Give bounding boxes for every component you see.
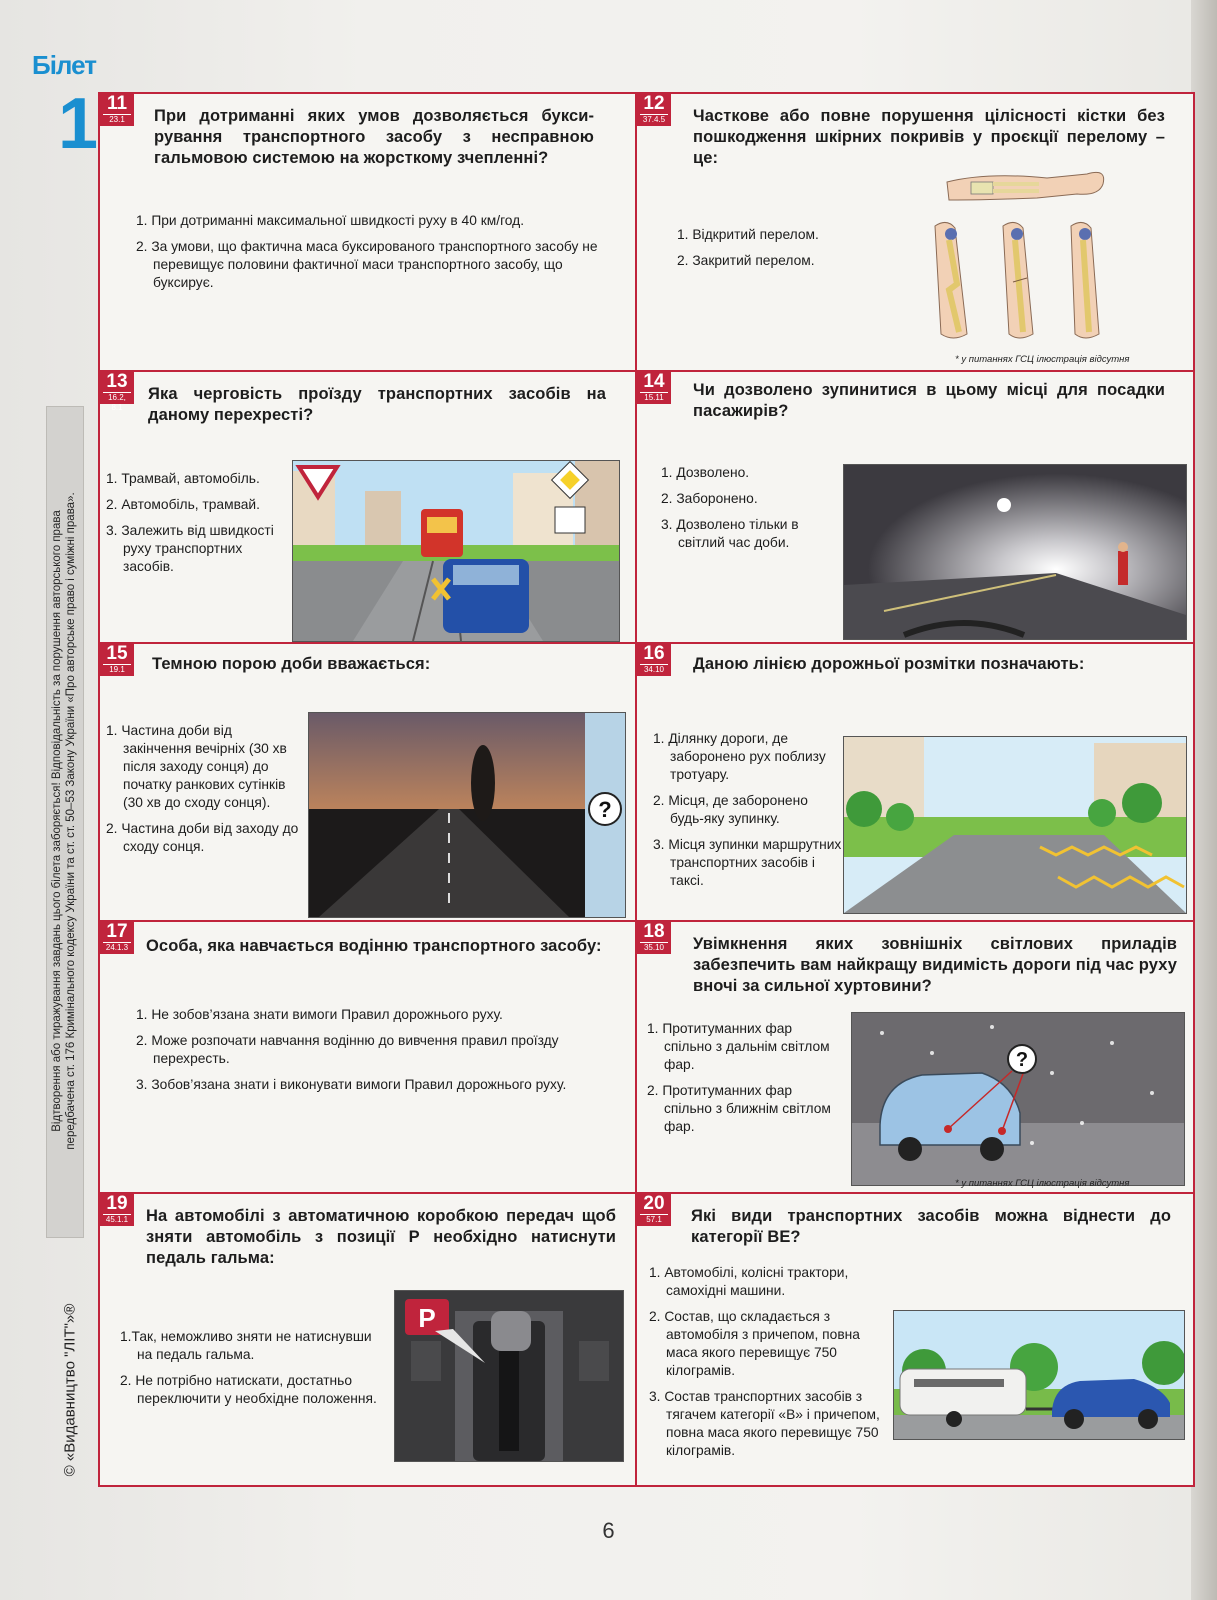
- question-text: Темною порою доби вважається:: [152, 655, 431, 673]
- copyright-line-2: передбачена ст. 176 Кримінального кодексу України та ст. ст. 50–53 Закону України «Про авторське право і суміжні права».: [65, 492, 77, 1150]
- bone-open-fracture: [935, 222, 967, 338]
- answer-option[interactable]: 2. Заборонено.: [661, 491, 758, 506]
- question-card-19: [100, 1194, 637, 1485]
- answer-option[interactable]: 2. Може розпочати навчання водінню до вивчення правил проїзду перехресть.: [136, 1033, 559, 1066]
- question-number: 16: [643, 644, 665, 664]
- answer-option[interactable]: 3. Дозволено тільки в світлий час доби.: [661, 517, 799, 550]
- question-badge: [100, 94, 134, 126]
- answer-option[interactable]: 1.Так, неможливо зняти не натиснувши на педаль гальма.: [120, 1329, 372, 1362]
- rule-reference: 35.10: [640, 942, 668, 953]
- question-number: 12: [643, 94, 665, 114]
- automatic-gear-selector-illustration: [394, 1290, 624, 1462]
- question-card-17: [100, 922, 637, 1194]
- answer-list: [136, 212, 606, 300]
- answer-option[interactable]: 2. Состав, що складається з автомобіля з причепом, повна маса якого перевищує 750 кілограмів.: [649, 1309, 860, 1378]
- question-text: Часткове або повне порушення цілісності кістки без пошкодження шкірних покривів у проєкції перелому – це:: [693, 107, 1165, 167]
- question-text: Даною лінією дорожньої розмітки позначають:: [693, 655, 1085, 673]
- answer-option[interactable]: 1. При дотриманні максимальної швидкості руху в 40 км/год.: [136, 213, 525, 228]
- rule-reference: 37.4.5: [640, 114, 668, 125]
- answer-option[interactable]: 2. Протитуманних фар спільно з ближнім світлом фар.: [647, 1083, 831, 1134]
- rule-reference: 57.1: [640, 1214, 668, 1225]
- rule-reference: 23.1: [103, 114, 131, 125]
- intersection-tram-illustration: [292, 460, 620, 642]
- car-with-trailer-illustration: [893, 1310, 1185, 1440]
- answer-option[interactable]: 1. Дозволено.: [661, 465, 750, 480]
- question-number: 11: [106, 94, 128, 114]
- question-card-15: [100, 644, 637, 922]
- answer-option[interactable]: 2. Закритий перелом.: [677, 253, 815, 268]
- question-number: 13: [106, 372, 128, 392]
- question-grid: [98, 92, 1195, 1487]
- illustration-note: * у питаннях ГСЦ ілюстрація відсутня: [955, 1178, 1130, 1189]
- question-badge: [100, 1194, 134, 1226]
- question-text: На автомобілі з автоматичною коробкою передач щоб зняти автомобіль з позиції Р необхідно натиснути педаль гальма:: [146, 1207, 616, 1267]
- rule-reference: 24.1.3: [103, 942, 131, 953]
- question-card-12: [637, 94, 1195, 372]
- question-badge: [100, 372, 134, 412]
- question-badge: [637, 644, 671, 676]
- question-number: 20: [643, 1194, 665, 1214]
- bone-fracture-illustration: [927, 154, 1137, 346]
- question-badge: [637, 922, 671, 954]
- answer-list: [120, 1328, 386, 1416]
- answer-option[interactable]: 1. Частина доби від закінчення вечірніх (30 хв після заходу сонця) до початку ранкових сутінків (30 хв до сходу сонця).: [106, 723, 287, 810]
- question-card-14: [637, 372, 1195, 644]
- snowstorm-car-illustration: [851, 1012, 1185, 1186]
- gear-position-label: P: [418, 1303, 436, 1333]
- answer-option[interactable]: 1. Ділянку дороги, де заборонено рух поблизу тротуару.: [653, 731, 826, 782]
- question-badge: [100, 922, 134, 954]
- rule-reference: 15.11: [640, 392, 668, 403]
- tunnel-illustration: [843, 464, 1187, 640]
- question-text: Увімкнення яких зовнішніх світлових приладів забезпечить вам найкращу видимість дороги під час руху вночі за сильної хуртовини?: [693, 935, 1177, 995]
- question-card-13: [100, 372, 637, 644]
- answer-option[interactable]: 2. Автомобіль, трамвай.: [106, 497, 260, 512]
- bone-closed-fracture: [1003, 222, 1033, 338]
- answer-list: [647, 1020, 837, 1144]
- question-card-16: [637, 644, 1195, 922]
- question-number: 18: [643, 922, 665, 942]
- answer-option[interactable]: 2. Частина доби від заходу до сходу сонця.: [106, 821, 299, 854]
- answer-option[interactable]: 2. За умови, що фактична маса буксированого транспортного засобу не перевищує половини фактичної маси транспортного засобу, що буксирує.: [136, 239, 598, 290]
- rule-reference: 19.1: [103, 664, 131, 675]
- question-badge: [637, 1194, 671, 1226]
- bone-intact: [1071, 222, 1099, 338]
- copyright-notice: [50, 406, 78, 1236]
- page-number: 6: [602, 1518, 615, 1543]
- answer-option[interactable]: 3. Зобов’язана знати і виконувати вимоги Правил дорожнього руху.: [136, 1077, 567, 1092]
- rule-reference: 45.1.1: [103, 1214, 131, 1225]
- answer-list: [677, 226, 877, 278]
- rule-reference: 34.10: [640, 664, 668, 675]
- illustration-note: * у питаннях ГСЦ ілюстрація відсутня: [955, 354, 1130, 365]
- question-card-18: [637, 922, 1195, 1194]
- answer-list: [106, 722, 302, 864]
- question-text: Особа, яка навчається водінню транспортного засобу:: [146, 937, 602, 955]
- answer-option[interactable]: 1. Автомобілі, колісні трактори, самохідні машини.: [649, 1265, 849, 1298]
- question-text: Чи дозволено зупинитися в цьому місці для посадки пасажирів?: [693, 381, 1165, 420]
- svg-text:?: ?: [1015, 1049, 1029, 1071]
- road-marking-illustration: [843, 736, 1187, 914]
- question-text: При дотриманні яких умов дозволяється буксирування транспортного засобу з несправною гальмовою системою на жорсткому зчепленні?: [154, 107, 594, 167]
- question-badge: [637, 372, 671, 404]
- svg-text:?: ?: [598, 797, 612, 822]
- ticket-number: 1: [58, 84, 99, 164]
- question-badge: [100, 644, 134, 676]
- question-number: 17: [106, 922, 128, 942]
- answer-option[interactable]: 3. Состав транспортних засобів з тягачем категорії «В» і причепом, повна маса якого перевищує 750 кілограмів.: [649, 1389, 880, 1458]
- question-card-20: [637, 1194, 1195, 1485]
- question-number: 14: [643, 372, 665, 392]
- dusk-road-illustration: [308, 712, 626, 918]
- answer-option[interactable]: 1. Відкритий перелом.: [677, 227, 819, 242]
- question-number: 15: [106, 644, 128, 664]
- answer-option[interactable]: 3. Залежить від швидкості руху транспортних засобів.: [106, 523, 274, 574]
- copyright-line-1: Відтворення або тиражування завдань цього білета заборяється! Відповідальність за порушення авторського права: [51, 510, 63, 1132]
- answer-option[interactable]: 1. Не зобов’язана знати вимоги Правил дорожнього руху.: [136, 1007, 503, 1022]
- answer-list: [649, 1264, 889, 1468]
- question-number: 19: [106, 1194, 128, 1214]
- rule-reference: 16.2, 8.1: [103, 392, 131, 413]
- answer-list: [136, 1006, 596, 1102]
- answer-list: [106, 470, 286, 584]
- answer-option[interactable]: 1. Протитуманних фар спільно з дальнім світлом фар.: [647, 1021, 830, 1072]
- answer-option[interactable]: 3. Місця зупинки маршрутних транспортних засобів і таксі.: [653, 837, 842, 888]
- answer-option[interactable]: 2. Місця, де заборонено будь-яку зупинку.: [653, 793, 808, 826]
- question-text: Яка черговість проїзду транспортних засобів на даному перехресті?: [148, 385, 606, 424]
- ticket-label: Білет: [32, 50, 96, 80]
- answer-option[interactable]: 2. Не потрібно натискати, достатньо переключити у необхідне положення.: [120, 1373, 377, 1406]
- publisher-credit: © «Видавництво "ЛІТ"»®: [61, 1303, 79, 1477]
- answer-option[interactable]: 1. Трамвай, автомобіль.: [106, 471, 260, 486]
- question-badge: [637, 94, 671, 126]
- answer-list: [653, 730, 843, 898]
- question-text: Які види транспортних засобів можна віднести до категорії ВЕ?: [691, 1207, 1171, 1246]
- question-card-11: [100, 94, 637, 372]
- answer-list: [661, 464, 831, 560]
